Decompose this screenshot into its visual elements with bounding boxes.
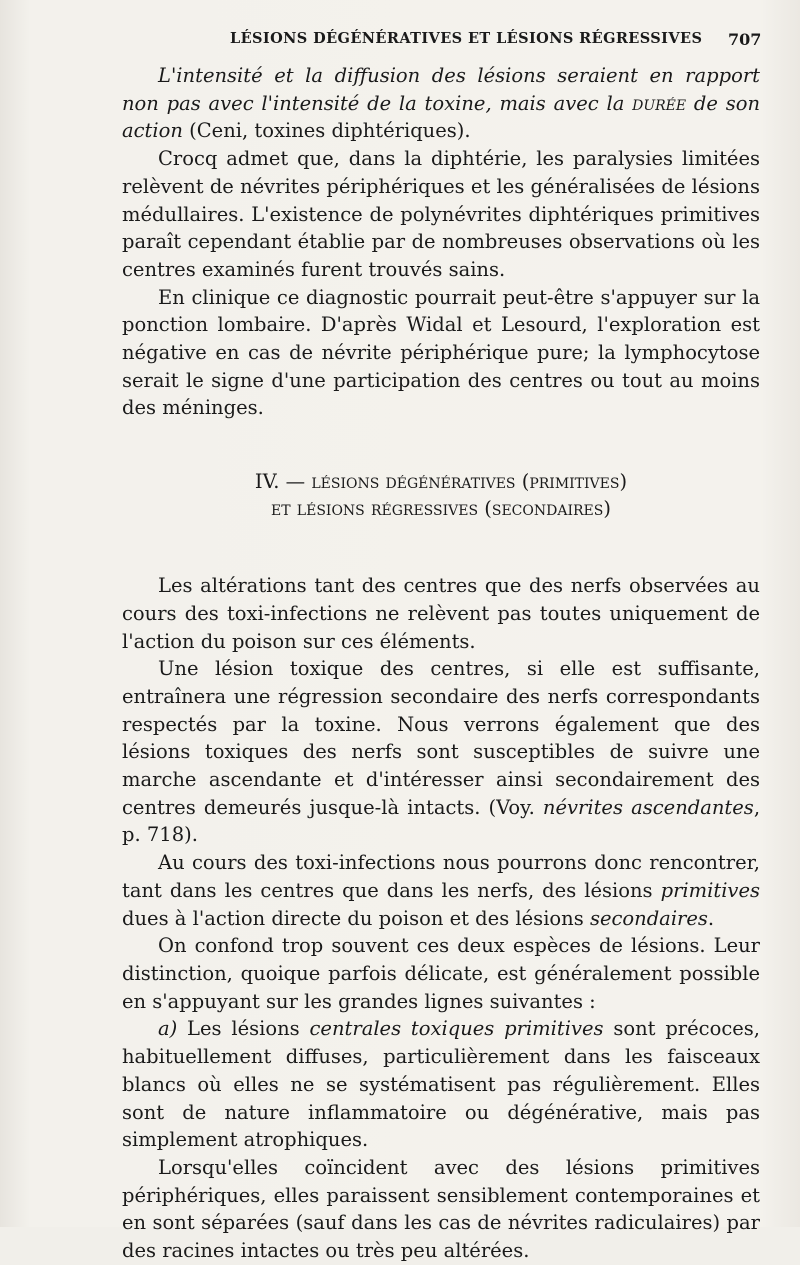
text-span: sont précoces, habituellement diffuses, particulièrement dans les faisceaux blancs où elles ne se systématisent pas régulièrement. Elles sont de nature inflammatoire ou dégénérative, mais pas simplement atrophiques. <box>122 1017 760 1152</box>
italic-text: de son action <box>122 91 761 143</box>
text-span: dues à l'action directe du poison et des lésions <box>122 906 590 930</box>
text-span: . <box>707 906 715 930</box>
paragraph-lorsquelles: Lorsqu'elles coïncident avec des lésions primitives périphériques, elles paraissent sensiblement contemporaines et en sont séparées (sauf dans les cas de névrites radiculaires) par des racines intactes ou très peu altérées. <box>122 1155 760 1263</box>
section-title-line1 <box>122 468 760 495</box>
page-header <box>0 30 800 56</box>
smallcaps-text: durée <box>632 91 687 115</box>
section-title-text: et lésions régressives (secondaires) <box>271 497 611 521</box>
page-body <box>122 62 760 1265</box>
paragraph-a <box>122 1015 760 1154</box>
italic-text: secondaires <box>589 906 708 930</box>
italic-text: L'intensité et la diffusion des lésions seraient en rapport non pas avec l'intensité de la toxine, mais avec la <box>122 64 760 115</box>
page-number: 707 <box>728 30 762 49</box>
paragraph-intensity <box>122 62 760 145</box>
list-label: a) <box>158 1017 178 1041</box>
paragraph-au-cours <box>122 849 760 932</box>
paragraph-clinique: En clinique ce diagnostic pourrait peut-être s'appuyer sur la ponction lombaire. D'après Widal et Lesourd, l'exploration est négative en cas de névrite périphérique pure; la lymphocytose serait le signe d'une participation des centres ou tout au moins des méninges. <box>122 285 760 420</box>
section-numeral: IV. — <box>254 470 312 494</box>
paragraph-crocq: Crocq admet que, dans la diphtérie, les paralysies limitées relèvent de névrites périphériques et les généralisées de lésions médullaires. L'existence de polynévrites diphtériques primitives paraît cependant établie par de nombreuses observations où les centres examinés furent trouvés sains. <box>122 147 760 281</box>
section-title-line2 <box>122 495 760 522</box>
italic-text: centrales toxiques primitives <box>309 1017 604 1041</box>
italic-text: primitives <box>660 878 760 902</box>
paragraph-on-confond: On confond trop souvent ces deux espèces de lésions. Leur distinction, quoique parfois délicate, est généralement possible en s'appuyant sur les grandes lignes suivantes : <box>122 934 760 1013</box>
paragraph-alterations: Les altérations tant des centres que des nerfs observées au cours des toxi-infections ne relèvent pas toutes uniquement de l'action du poison sur ces éléments. <box>122 574 760 653</box>
paragraph-lesion-toxique <box>122 655 760 849</box>
text-span: Les lésions <box>177 1017 310 1041</box>
running-title: LÉSIONS DÉGÉNÉRATIVES ET LÉSIONS RÉGRESSIVES <box>230 30 703 47</box>
text-span: Une lésion toxique des centres, si elle est suffisante, entraînera une régression secondaire des nerfs correspondants respectés par la toxine. Nous verrons également que des lésions toxiques des nerfs sont susceptibles de suivre une marche ascendante et d'intéresser ainsi secondairement des centres demeurés jusque-là intacts. (Voy. <box>122 657 760 819</box>
text-span: (Ceni, toxines diphtériques). <box>182 119 471 143</box>
text-span: Au cours des toxi-infections nous pourrons donc rencontrer, tant dans les centres que dans les nerfs, des lésions <box>122 851 760 902</box>
italic-text: névrites ascendantes <box>542 795 754 819</box>
text-span: , p. 718). <box>122 795 761 847</box>
section-title-text: lésions dégénératives (primitives) <box>311 470 628 494</box>
